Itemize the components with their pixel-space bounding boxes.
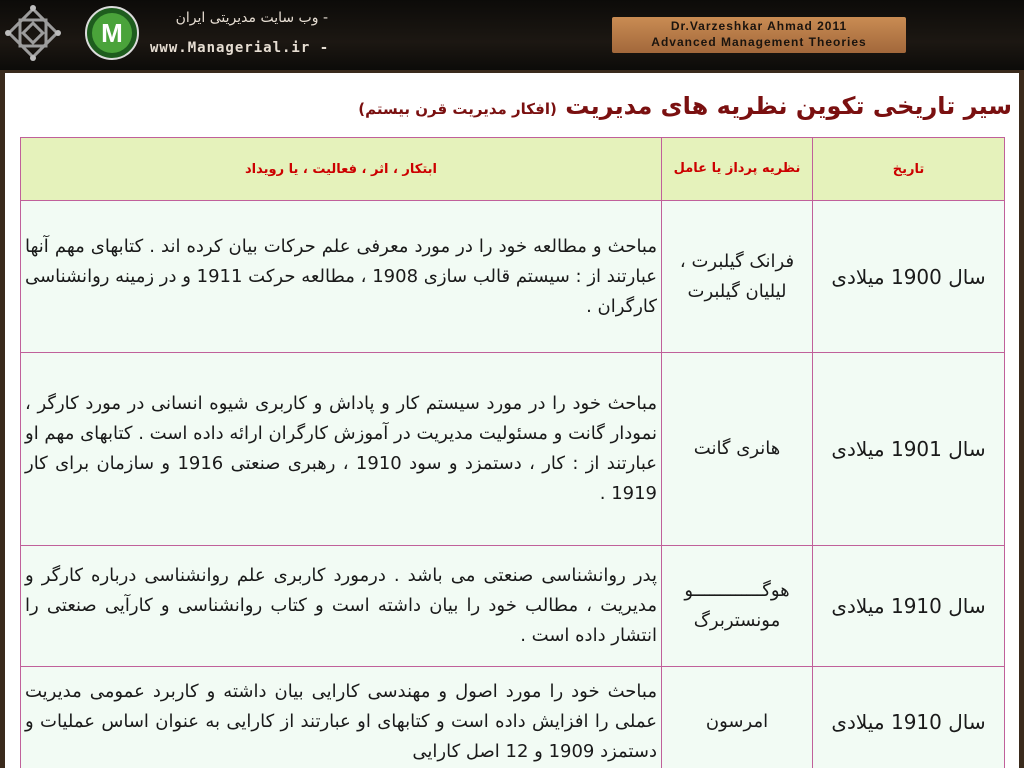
cell-date: سال 1901 میلادی — [813, 353, 1005, 546]
header-theorist: نظریه پرداز یا عامل — [662, 138, 813, 201]
site-name: - وب سایت مدیریتی ایران — [175, 10, 328, 26]
cell-theorist: هوگـــــــــــــو مونستربرگ — [662, 546, 813, 667]
title-subtitle: (افکار مدیریت قرن بیستم) — [358, 100, 557, 118]
header-date: تاریخ — [813, 138, 1005, 201]
cell-activity: مباحث خود را در مورد سیستم کار و پاداش و کاربری شیوه انسانی در مورد کارگر ، نمودار گانت و مسئولیت مدیریت در آموزش کارگران ارائه داده است . کتابهای مهم او عبارتند از : کار ، دستمزد و سود 1910 ، رهبری صنعتی 1916 و سازمان برای کار 1919 . — [21, 353, 662, 546]
cell-theorist: هانری گانت — [662, 353, 813, 546]
header-activity: ابتکار ، اثر ، فعالیت ، یا رویداد — [21, 138, 662, 201]
table-row — [21, 353, 1005, 546]
cell-date: سال 1910 میلادی — [813, 667, 1005, 768]
left-frame-border — [0, 73, 5, 768]
cell-theorist: فرانک گیلبرت ، لیلیان گیلبرت — [662, 201, 813, 353]
cell-theorist: امرسون — [662, 667, 813, 768]
managerial-m-logo-icon — [84, 4, 140, 62]
table-viewport — [20, 137, 1005, 768]
page-title — [244, 92, 1012, 132]
right-frame-border — [1019, 73, 1024, 768]
table-row — [21, 667, 1005, 768]
table-row — [21, 201, 1005, 353]
cell-date: سال 1910 میلادی — [813, 546, 1005, 667]
title-main: سیر تاریخی تکوین نظریه های مدیریت — [556, 92, 1012, 120]
author-badge — [612, 17, 906, 53]
theories-table — [20, 137, 1005, 768]
svg-text:M: M — [101, 18, 123, 48]
table-row — [21, 546, 1005, 667]
table-header-row — [21, 138, 1005, 201]
cell-activity: مباحث و مطالعه خود را در مورد معرفی علم حرکات بیان کرده اند . کتابهای مهم آنها عبارتند از : سیستم قالب سازی 1908 ، مطالعه حرکت 1911 و در زمینه روانشناسی کارگران . — [21, 201, 662, 353]
course-title: Advanced Management Theories — [651, 35, 867, 49]
top-banner — [0, 0, 1024, 73]
cell-activity: پدر روانشناسی صنعتی می باشد . درمورد کاربری علم روانشناسی درباره کارگر و مدیریت ، مطالب خود را بیان داشته است و کتاب روانشناسی و کارآیی صنعتی را انتشار داده است . — [21, 546, 662, 667]
site-url[interactable]: www.Managerial.ir - — [150, 40, 330, 56]
cell-date: سال 1900 میلادی — [813, 201, 1005, 353]
knot-logo-icon — [2, 2, 64, 64]
cell-activity: مباحث خود را مورد اصول و مهندسی کارایی بیان داشته و کاربرد عمومی مدیریت عملی را افزایش داده است و کتابهای او عبارتند از کارایی به عنوان اساس عملیات و دستمزد 1909 و 12 اصل کارایی — [21, 667, 662, 768]
author-name: Dr.Varzeshkar Ahmad 2011 — [670, 19, 848, 33]
